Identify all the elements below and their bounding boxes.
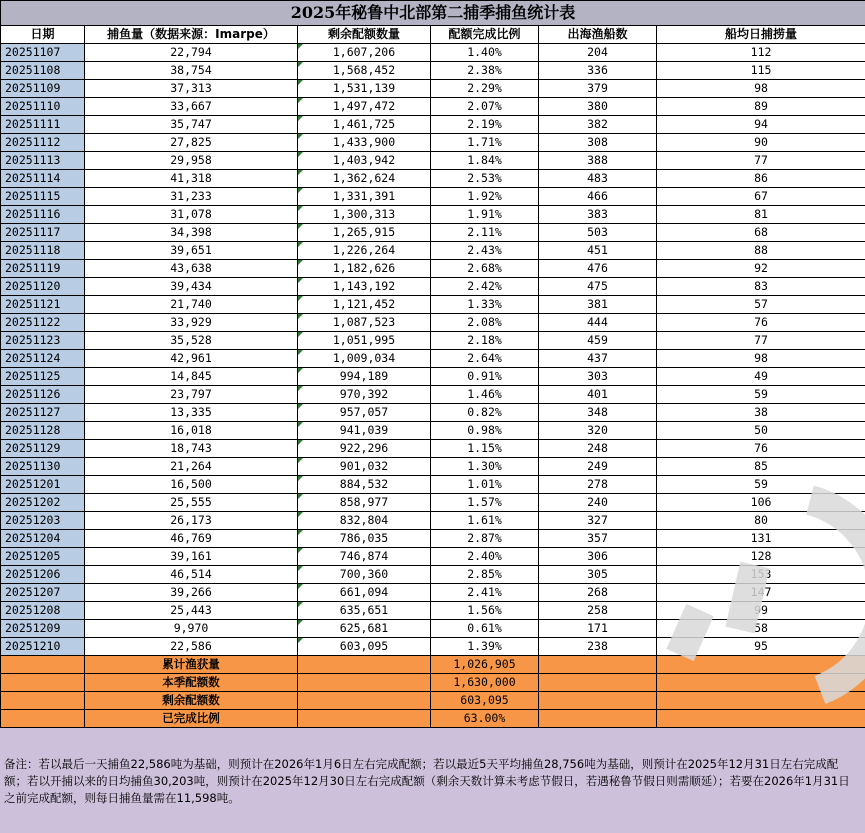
avg-catch-cell[interactable]: 112 xyxy=(657,44,865,62)
vessels-cell[interactable]: 401 xyxy=(539,386,657,404)
quota-ratio-cell[interactable]: 2.43% xyxy=(431,242,539,260)
vessels-cell[interactable]: 466 xyxy=(539,188,657,206)
header-catch[interactable]: 捕鱼量（数据来源：Imarpe） xyxy=(85,26,298,44)
catch-cell[interactable]: 27,825 xyxy=(85,134,298,152)
header-vessels[interactable]: 出海渔船数 xyxy=(539,26,657,44)
date-cell[interactable]: 20251110 xyxy=(1,98,85,116)
quota-ratio-cell[interactable]: 2.29% xyxy=(431,80,539,98)
quota-ratio-cell[interactable]: 0.82% xyxy=(431,404,539,422)
remaining-quota-cell[interactable]: 970,392 xyxy=(298,386,431,404)
catch-cell[interactable]: 29,958 xyxy=(85,152,298,170)
quota-ratio-cell[interactable]: 2.11% xyxy=(431,224,539,242)
table-row xyxy=(1,224,865,242)
date-cell[interactable]: 20251115 xyxy=(1,188,85,206)
table-row xyxy=(1,242,865,260)
summary-value[interactable]: 1,026,905 xyxy=(431,656,539,674)
summary-row xyxy=(1,710,865,728)
catch-cell[interactable]: 22,794 xyxy=(85,44,298,62)
remaining-quota-cell[interactable]: 1,607,206 xyxy=(298,44,431,62)
catch-cell[interactable]: 25,555 xyxy=(85,494,298,512)
vessels-cell[interactable]: 451 xyxy=(539,242,657,260)
date-cell[interactable]: 20251114 xyxy=(1,170,85,188)
vessels-cell[interactable]: 336 xyxy=(539,62,657,80)
catch-cell[interactable]: 33,929 xyxy=(85,314,298,332)
table-row xyxy=(1,548,865,566)
quota-ratio-cell[interactable]: 2.53% xyxy=(431,170,539,188)
table-row xyxy=(1,620,865,638)
table-row xyxy=(1,98,865,116)
quota-ratio-cell[interactable]: 1.71% xyxy=(431,134,539,152)
summary-value[interactable]: 1,630,000 xyxy=(431,674,539,692)
avg-catch-cell[interactable]: 92 xyxy=(657,260,865,278)
catch-cell[interactable]: 21,264 xyxy=(85,458,298,476)
quota-ratio-cell[interactable]: 1.30% xyxy=(431,458,539,476)
vessels-cell[interactable]: 388 xyxy=(539,152,657,170)
date-cell[interactable]: 20251125 xyxy=(1,368,85,386)
summary-blank-cell[interactable] xyxy=(1,656,85,674)
remaining-quota-cell[interactable]: 1,568,452 xyxy=(298,62,431,80)
quota-ratio-cell[interactable]: 1.84% xyxy=(431,152,539,170)
table-row xyxy=(1,638,865,656)
summary-label[interactable]: 累计渔获量 xyxy=(85,656,298,674)
quota-ratio-cell[interactable]: 2.87% xyxy=(431,530,539,548)
avg-catch-cell[interactable]: 147 xyxy=(657,584,865,602)
summary-blank-cell[interactable] xyxy=(298,692,431,710)
avg-catch-cell[interactable]: 76 xyxy=(657,314,865,332)
vessels-cell[interactable]: 308 xyxy=(539,134,657,152)
table-row xyxy=(1,116,865,134)
vessels-cell[interactable]: 306 xyxy=(539,548,657,566)
summary-blank-cell[interactable] xyxy=(657,710,865,728)
table-body xyxy=(1,44,865,728)
avg-catch-cell[interactable]: 94 xyxy=(657,116,865,134)
remaining-quota-cell[interactable]: 1,362,624 xyxy=(298,170,431,188)
table-row xyxy=(1,350,865,368)
remaining-quota-cell[interactable]: 700,360 xyxy=(298,566,431,584)
avg-catch-cell[interactable]: 99 xyxy=(657,602,865,620)
table-row xyxy=(1,206,865,224)
avg-catch-cell[interactable]: 38 xyxy=(657,404,865,422)
vessels-cell[interactable]: 238 xyxy=(539,638,657,656)
avg-catch-cell[interactable]: 77 xyxy=(657,332,865,350)
date-cell[interactable]: 20251120 xyxy=(1,278,85,296)
remaining-quota-cell[interactable]: 1,497,472 xyxy=(298,98,431,116)
avg-catch-cell[interactable]: 50 xyxy=(657,422,865,440)
avg-catch-cell[interactable]: 49 xyxy=(657,368,865,386)
date-cell[interactable]: 20251126 xyxy=(1,386,85,404)
footnote: 备注：若以最后一天捕鱼22,586吨为基础，则预计在2026年1月6日左右完成配额；若以最近5天平均捕鱼28,756吨为基础，则预计在2025年12月31日左右完成配额；若以开捕以来的日均捕鱼30,203吨，则预计在2025年12月30日左右完成配额（剩余天数计算未考虑节假日，若遇秘鲁节假日则需顺延）；若要在2026年1月31日之前完成配额，则每日捕鱼量需在11,598吨。 xyxy=(0,727,865,833)
catch-cell[interactable]: 35,528 xyxy=(85,332,298,350)
quota-ratio-cell[interactable]: 2.64% xyxy=(431,350,539,368)
summary-blank-cell[interactable] xyxy=(539,674,657,692)
date-cell[interactable]: 20251204 xyxy=(1,530,85,548)
catch-cell[interactable]: 18,743 xyxy=(85,440,298,458)
catch-cell[interactable]: 41,318 xyxy=(85,170,298,188)
date-cell[interactable]: 20251121 xyxy=(1,296,85,314)
date-cell[interactable]: 20251203 xyxy=(1,512,85,530)
vessels-cell[interactable]: 278 xyxy=(539,476,657,494)
summary-blank-cell[interactable] xyxy=(657,656,865,674)
catch-cell[interactable]: 42,961 xyxy=(85,350,298,368)
remaining-quota-cell[interactable]: 1,143,192 xyxy=(298,278,431,296)
catch-cell[interactable]: 38,754 xyxy=(85,62,298,80)
summary-blank-cell[interactable] xyxy=(657,674,865,692)
vessels-cell[interactable]: 249 xyxy=(539,458,657,476)
remaining-quota-cell[interactable]: 941,039 xyxy=(298,422,431,440)
header-date[interactable]: 日期 xyxy=(1,26,85,44)
date-cell[interactable]: 20251202 xyxy=(1,494,85,512)
date-cell[interactable]: 20251124 xyxy=(1,350,85,368)
date-cell[interactable]: 20251107 xyxy=(1,44,85,62)
vessels-cell[interactable]: 357 xyxy=(539,530,657,548)
date-cell[interactable]: 20251109 xyxy=(1,80,85,98)
remaining-quota-cell[interactable]: 922,296 xyxy=(298,440,431,458)
quota-ratio-cell[interactable]: 2.85% xyxy=(431,566,539,584)
date-cell[interactable]: 20251205 xyxy=(1,548,85,566)
quota-ratio-cell[interactable]: 2.19% xyxy=(431,116,539,134)
catch-cell[interactable]: 26,173 xyxy=(85,512,298,530)
table-row xyxy=(1,512,865,530)
quota-ratio-cell[interactable]: 0.98% xyxy=(431,422,539,440)
date-cell[interactable]: 20251130 xyxy=(1,458,85,476)
avg-catch-cell[interactable]: 67 xyxy=(657,188,865,206)
date-cell[interactable]: 20251201 xyxy=(1,476,85,494)
avg-catch-cell[interactable]: 128 xyxy=(657,548,865,566)
summary-row xyxy=(1,674,865,692)
avg-catch-cell[interactable]: 80 xyxy=(657,512,865,530)
catch-cell[interactable]: 39,651 xyxy=(85,242,298,260)
header-avg-catch[interactable]: 船均日捕捞量 xyxy=(657,26,865,44)
avg-catch-cell[interactable]: 68 xyxy=(657,224,865,242)
summary-label[interactable]: 剩余配额数 xyxy=(85,692,298,710)
summary-row xyxy=(1,692,865,710)
table-row xyxy=(1,170,865,188)
catch-cell[interactable]: 37,313 xyxy=(85,80,298,98)
vessels-cell[interactable]: 475 xyxy=(539,278,657,296)
quota-ratio-cell[interactable]: 1.33% xyxy=(431,296,539,314)
table-row xyxy=(1,188,865,206)
date-cell[interactable]: 20251119 xyxy=(1,260,85,278)
catch-cell[interactable]: 31,078 xyxy=(85,206,298,224)
avg-catch-cell[interactable]: 98 xyxy=(657,80,865,98)
remaining-quota-cell[interactable]: 661,094 xyxy=(298,584,431,602)
summary-blank-cell[interactable] xyxy=(539,710,657,728)
remaining-quota-cell[interactable]: 1,009,034 xyxy=(298,350,431,368)
summary-blank-cell[interactable] xyxy=(298,710,431,728)
table-row xyxy=(1,584,865,602)
vessels-cell[interactable]: 268 xyxy=(539,584,657,602)
table-row xyxy=(1,566,865,584)
summary-blank-cell[interactable] xyxy=(1,710,85,728)
summary-blank-cell[interactable] xyxy=(298,656,431,674)
header-row xyxy=(1,26,865,44)
catch-cell[interactable]: 9,970 xyxy=(85,620,298,638)
catch-cell[interactable]: 39,434 xyxy=(85,278,298,296)
avg-catch-cell[interactable]: 89 xyxy=(657,98,865,116)
avg-catch-cell[interactable]: 90 xyxy=(657,134,865,152)
catch-cell[interactable]: 35,747 xyxy=(85,116,298,134)
remaining-quota-cell[interactable]: 635,651 xyxy=(298,602,431,620)
avg-catch-cell[interactable]: 83 xyxy=(657,278,865,296)
avg-catch-cell[interactable]: 98 xyxy=(657,350,865,368)
quota-ratio-cell[interactable]: 0.61% xyxy=(431,620,539,638)
table-row xyxy=(1,152,865,170)
remaining-quota-cell[interactable]: 1,461,725 xyxy=(298,116,431,134)
vessels-cell[interactable]: 171 xyxy=(539,620,657,638)
catch-cell[interactable]: 31,233 xyxy=(85,188,298,206)
date-cell[interactable]: 20251209 xyxy=(1,620,85,638)
date-cell[interactable]: 20251128 xyxy=(1,422,85,440)
catch-cell[interactable]: 16,500 xyxy=(85,476,298,494)
catch-cell[interactable]: 25,443 xyxy=(85,602,298,620)
table-row xyxy=(1,296,865,314)
remaining-quota-cell[interactable]: 1,226,264 xyxy=(298,242,431,260)
table-title: 2025年秘鲁中北部第二捕季捕鱼统计表 xyxy=(1,1,865,26)
table-row xyxy=(1,476,865,494)
date-cell[interactable]: 20251206 xyxy=(1,566,85,584)
header-remaining-quota[interactable]: 剩余配额数量 xyxy=(298,26,431,44)
remaining-quota-cell[interactable]: 1,051,995 xyxy=(298,332,431,350)
table-row xyxy=(1,602,865,620)
quota-ratio-cell[interactable]: 2.68% xyxy=(431,260,539,278)
quota-ratio-cell[interactable]: 1.91% xyxy=(431,206,539,224)
avg-catch-cell[interactable]: 59 xyxy=(657,476,865,494)
avg-catch-cell[interactable]: 88 xyxy=(657,242,865,260)
remaining-quota-cell[interactable]: 1,265,915 xyxy=(298,224,431,242)
catch-cell[interactable]: 46,769 xyxy=(85,530,298,548)
table-row xyxy=(1,422,865,440)
table-row xyxy=(1,314,865,332)
vessels-cell[interactable]: 305 xyxy=(539,566,657,584)
quota-ratio-cell[interactable]: 2.42% xyxy=(431,278,539,296)
catch-cell[interactable]: 46,514 xyxy=(85,566,298,584)
remaining-quota-cell[interactable]: 858,977 xyxy=(298,494,431,512)
summary-blank-cell[interactable] xyxy=(539,692,657,710)
vessels-cell[interactable]: 204 xyxy=(539,44,657,62)
quota-ratio-cell[interactable]: 2.08% xyxy=(431,314,539,332)
vessels-cell[interactable]: 503 xyxy=(539,224,657,242)
vessels-cell[interactable]: 444 xyxy=(539,314,657,332)
summary-blank-cell[interactable] xyxy=(539,656,657,674)
quota-ratio-cell[interactable]: 0.91% xyxy=(431,368,539,386)
remaining-quota-cell[interactable]: 1,182,626 xyxy=(298,260,431,278)
quota-ratio-cell[interactable]: 2.07% xyxy=(431,98,539,116)
vessels-cell[interactable]: 327 xyxy=(539,512,657,530)
remaining-quota-cell[interactable]: 603,095 xyxy=(298,638,431,656)
table-row xyxy=(1,440,865,458)
remaining-quota-cell[interactable]: 832,804 xyxy=(298,512,431,530)
remaining-quota-cell[interactable]: 1,300,313 xyxy=(298,206,431,224)
summary-blank-cell[interactable] xyxy=(298,674,431,692)
quota-ratio-cell[interactable]: 1.39% xyxy=(431,638,539,656)
avg-catch-cell[interactable]: 58 xyxy=(657,620,865,638)
vessels-cell[interactable]: 248 xyxy=(539,440,657,458)
quota-ratio-cell[interactable]: 2.38% xyxy=(431,62,539,80)
summary-blank-cell[interactable] xyxy=(657,692,865,710)
avg-catch-cell[interactable]: 85 xyxy=(657,458,865,476)
vessels-cell[interactable]: 258 xyxy=(539,602,657,620)
table-row xyxy=(1,494,865,512)
date-cell[interactable]: 20251129 xyxy=(1,440,85,458)
table-row xyxy=(1,368,865,386)
remaining-quota-cell[interactable]: 746,874 xyxy=(298,548,431,566)
vessels-cell[interactable]: 381 xyxy=(539,296,657,314)
vessels-cell[interactable]: 459 xyxy=(539,332,657,350)
table-row xyxy=(1,62,865,80)
date-cell[interactable]: 20251207 xyxy=(1,584,85,602)
catch-cell[interactable]: 21,740 xyxy=(85,296,298,314)
catch-cell[interactable]: 22,586 xyxy=(85,638,298,656)
remaining-quota-cell[interactable]: 957,057 xyxy=(298,404,431,422)
date-cell[interactable]: 20251118 xyxy=(1,242,85,260)
vessels-cell[interactable]: 476 xyxy=(539,260,657,278)
catch-cell[interactable]: 33,667 xyxy=(85,98,298,116)
table-row xyxy=(1,332,865,350)
quota-ratio-cell[interactable]: 2.40% xyxy=(431,548,539,566)
summary-label[interactable]: 已完成比例 xyxy=(85,710,298,728)
quota-ratio-cell[interactable]: 2.41% xyxy=(431,584,539,602)
remaining-quota-cell[interactable]: 1,121,452 xyxy=(298,296,431,314)
remaining-quota-cell[interactable]: 901,032 xyxy=(298,458,431,476)
quota-ratio-cell[interactable]: 1.61% xyxy=(431,512,539,530)
date-cell[interactable]: 20251208 xyxy=(1,602,85,620)
remaining-quota-cell[interactable]: 625,681 xyxy=(298,620,431,638)
avg-catch-cell[interactable]: 86 xyxy=(657,170,865,188)
remaining-quota-cell[interactable]: 1,433,900 xyxy=(298,134,431,152)
vessels-cell[interactable]: 320 xyxy=(539,422,657,440)
quota-ratio-cell[interactable]: 1.40% xyxy=(431,44,539,62)
date-cell[interactable]: 20251127 xyxy=(1,404,85,422)
table-row xyxy=(1,134,865,152)
date-cell[interactable]: 20251112 xyxy=(1,134,85,152)
vessels-cell[interactable]: 380 xyxy=(539,98,657,116)
catch-cell[interactable]: 16,018 xyxy=(85,422,298,440)
date-cell[interactable]: 20251117 xyxy=(1,224,85,242)
quota-ratio-cell[interactable]: 1.01% xyxy=(431,476,539,494)
remaining-quota-cell[interactable]: 994,189 xyxy=(298,368,431,386)
summary-value[interactable]: 63.00% xyxy=(431,710,539,728)
date-cell[interactable]: 20251123 xyxy=(1,332,85,350)
avg-catch-cell[interactable]: 59 xyxy=(657,386,865,404)
remaining-quota-cell[interactable]: 1,531,139 xyxy=(298,80,431,98)
vessels-cell[interactable]: 348 xyxy=(539,404,657,422)
date-cell[interactable]: 20251122 xyxy=(1,314,85,332)
catch-cell[interactable]: 39,266 xyxy=(85,584,298,602)
quota-ratio-cell[interactable]: 1.15% xyxy=(431,440,539,458)
summary-label[interactable]: 本季配额数 xyxy=(85,674,298,692)
date-cell[interactable]: 20251111 xyxy=(1,116,85,134)
quota-ratio-cell[interactable]: 1.56% xyxy=(431,602,539,620)
avg-catch-cell[interactable]: 76 xyxy=(657,440,865,458)
catch-cell[interactable]: 43,638 xyxy=(85,260,298,278)
date-cell[interactable]: 20251210 xyxy=(1,638,85,656)
catch-cell[interactable]: 34,398 xyxy=(85,224,298,242)
avg-catch-cell[interactable]: 115 xyxy=(657,62,865,80)
vessels-cell[interactable]: 383 xyxy=(539,206,657,224)
avg-catch-cell[interactable]: 95 xyxy=(657,638,865,656)
date-cell[interactable]: 20251116 xyxy=(1,206,85,224)
summary-value[interactable]: 603,095 xyxy=(431,692,539,710)
avg-catch-cell[interactable]: 77 xyxy=(657,152,865,170)
date-cell[interactable]: 20251113 xyxy=(1,152,85,170)
catch-cell[interactable]: 13,335 xyxy=(85,404,298,422)
summary-row xyxy=(1,656,865,674)
quota-ratio-cell[interactable]: 2.18% xyxy=(431,332,539,350)
vessels-cell[interactable]: 483 xyxy=(539,170,657,188)
catch-cell[interactable]: 14,845 xyxy=(85,368,298,386)
table-row xyxy=(1,80,865,98)
avg-catch-cell[interactable]: 131 xyxy=(657,530,865,548)
vessels-cell[interactable]: 379 xyxy=(539,80,657,98)
remaining-quota-cell[interactable]: 884,532 xyxy=(298,476,431,494)
summary-blank-cell[interactable] xyxy=(1,674,85,692)
table-row xyxy=(1,386,865,404)
catch-cell[interactable]: 23,797 xyxy=(85,386,298,404)
avg-catch-cell[interactable]: 106 xyxy=(657,494,865,512)
date-cell[interactable]: 20251108 xyxy=(1,62,85,80)
remaining-quota-cell[interactable]: 786,035 xyxy=(298,530,431,548)
header-quota-ratio[interactable]: 配额完成比例 xyxy=(431,26,539,44)
vessels-cell[interactable]: 303 xyxy=(539,368,657,386)
vessels-cell[interactable]: 382 xyxy=(539,116,657,134)
quota-ratio-cell[interactable]: 1.92% xyxy=(431,188,539,206)
vessels-cell[interactable]: 437 xyxy=(539,350,657,368)
remaining-quota-cell[interactable]: 1,331,391 xyxy=(298,188,431,206)
table-row xyxy=(1,44,865,62)
quota-ratio-cell[interactable]: 1.46% xyxy=(431,386,539,404)
quota-ratio-cell[interactable]: 1.57% xyxy=(431,494,539,512)
table-row xyxy=(1,278,865,296)
avg-catch-cell[interactable]: 81 xyxy=(657,206,865,224)
vessels-cell[interactable]: 240 xyxy=(539,494,657,512)
remaining-quota-cell[interactable]: 1,403,942 xyxy=(298,152,431,170)
catch-cell[interactable]: 39,161 xyxy=(85,548,298,566)
table-row xyxy=(1,530,865,548)
table-row xyxy=(1,404,865,422)
avg-catch-cell[interactable]: 57 xyxy=(657,296,865,314)
avg-catch-cell[interactable]: 153 xyxy=(657,566,865,584)
table-row xyxy=(1,458,865,476)
remaining-quota-cell[interactable]: 1,087,523 xyxy=(298,314,431,332)
table-row xyxy=(1,260,865,278)
summary-blank-cell[interactable] xyxy=(1,692,85,710)
